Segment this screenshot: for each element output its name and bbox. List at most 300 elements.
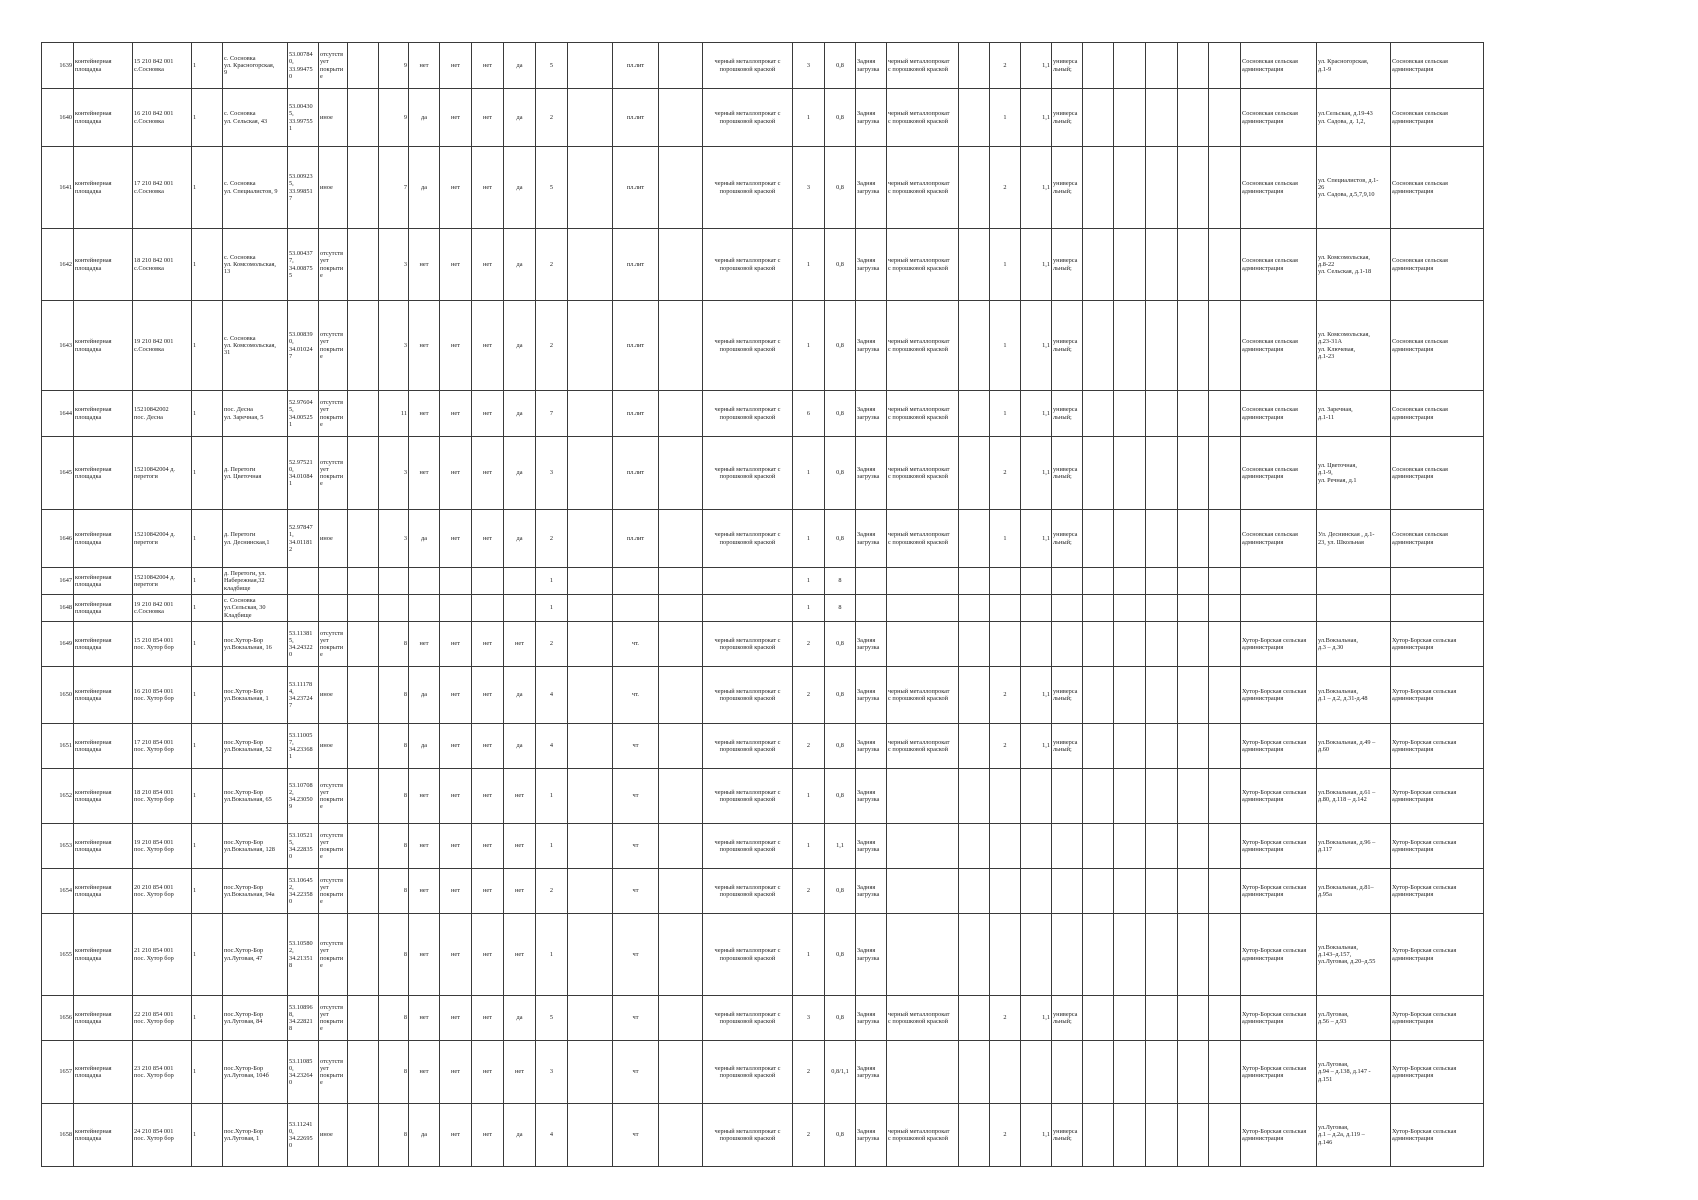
table-cell: 53.11178 4, 34.23724 7 [288, 667, 319, 724]
table-cell [959, 568, 990, 595]
table-cell: нет [472, 1041, 504, 1104]
table-cell: нет [440, 769, 472, 824]
table-cell: 8 [379, 869, 409, 914]
table-cell [959, 43, 990, 89]
table-cell: контейнерная площадка [74, 724, 133, 769]
table-cell: 0,8 [825, 229, 856, 301]
table-cell [1391, 568, 1484, 595]
table-cell: 1 [793, 229, 825, 301]
table-cell: отсутств ует покрыти е [319, 869, 348, 914]
table-cell [1052, 869, 1083, 914]
table-cell [1083, 568, 1114, 595]
table-cell [348, 229, 379, 301]
table-cell: черный металлопрокат с порошковой краской [703, 996, 793, 1041]
table-cell [1146, 391, 1178, 437]
table-cell [1114, 1041, 1146, 1104]
table-cell: отсутств ует покрыти е [319, 1041, 348, 1104]
table-cell: 8 [379, 724, 409, 769]
table-cell: нет [440, 724, 472, 769]
table-row [42, 229, 1484, 301]
table-cell: 8 [825, 568, 856, 595]
table-cell [472, 568, 504, 595]
table-cell [703, 595, 793, 622]
table-cell: Хутор-Борская сельская администрация [1241, 869, 1317, 914]
table-cell: контейнерная площадка [74, 667, 133, 724]
table-cell: Сосновская сельская администрация [1391, 147, 1484, 229]
table-cell: 1 [990, 391, 1021, 437]
table-cell: нет [472, 996, 504, 1041]
table-cell: 1,1 [1021, 667, 1052, 724]
table-cell: контейнерная площадка [74, 769, 133, 824]
table-cell [959, 667, 990, 724]
table-cell: Ул. Деснинская , д.1- 23, ул. Школьная [1317, 510, 1391, 568]
table-cell: Хутор-Борская сельская администрация [1391, 667, 1484, 724]
table-cell: 1648 [42, 595, 74, 622]
table-cell: контейнерная площадка [74, 147, 133, 229]
table-cell: 1 [192, 568, 223, 595]
table-cell: д. Перетоги, ул. Набережная,32 кладбище [223, 568, 288, 595]
table-cell [568, 89, 613, 147]
table-cell: ул. Комсомольская, д.8-22 ул. Сельская, д.1-18 [1317, 229, 1391, 301]
table-cell: 8 [379, 769, 409, 824]
table-cell [887, 568, 959, 595]
table-cell: 1 [192, 824, 223, 869]
table-cell: чт. [613, 622, 659, 667]
register-table [41, 42, 1484, 1167]
table-cell: 0,8 [825, 869, 856, 914]
table-cell [1083, 667, 1114, 724]
table-cell: чт [613, 769, 659, 824]
table-cell: да [504, 1104, 536, 1167]
table-cell [1083, 769, 1114, 824]
table-cell: 1653 [42, 824, 74, 869]
table-cell: 1,1 [1021, 391, 1052, 437]
table-cell [409, 595, 440, 622]
table-cell: нет [472, 147, 504, 229]
table-cell: Задняя загрузка [856, 622, 887, 667]
table-cell: чт [613, 1104, 659, 1167]
table-cell: нет [440, 1104, 472, 1167]
table-cell [990, 568, 1021, 595]
table-cell: пос.Хутор-Бор ул.Вокзальная, 94а [223, 869, 288, 914]
table-cell [959, 1104, 990, 1167]
table-cell [1209, 595, 1241, 622]
table-cell: пос.Хутор-Бор ул.Вокзальная, 16 [223, 622, 288, 667]
table-cell [348, 568, 379, 595]
table-cell [1083, 595, 1114, 622]
table-cell: нет [409, 301, 440, 391]
table-cell: нет [472, 622, 504, 667]
table-cell [959, 510, 990, 568]
table-cell: 1 [536, 824, 568, 869]
table-cell [1178, 724, 1209, 769]
table-cell: 7 [379, 147, 409, 229]
table-cell: 2 [536, 869, 568, 914]
table-cell [1146, 147, 1178, 229]
table-cell [1021, 869, 1052, 914]
table-cell [1146, 769, 1178, 824]
table-cell: 1 [536, 568, 568, 595]
table-cell: с. Сосновка ул. Комсомольская, 31 [223, 301, 288, 391]
table-cell: 15210842004 д. перетоги [133, 510, 192, 568]
table-cell: 1 [192, 89, 223, 147]
table-cell [1178, 595, 1209, 622]
table-cell: пл.лит [613, 510, 659, 568]
table-cell [659, 724, 703, 769]
table-cell: Хутор-Борская сельская администрация [1391, 622, 1484, 667]
table-cell: Хутор-Борская сельская администрация [1391, 869, 1484, 914]
table-body [42, 43, 1484, 1167]
table-cell: отсутств ует покрыти е [319, 229, 348, 301]
table-cell: 2 [536, 510, 568, 568]
table-cell: универса льный; [1052, 510, 1083, 568]
table-cell [1114, 667, 1146, 724]
table-cell: 2 [793, 622, 825, 667]
table-cell [959, 769, 990, 824]
table-cell: Хутор-Борская сельская администрация [1391, 914, 1484, 996]
table-cell: 0,8 [825, 301, 856, 391]
table-cell [1178, 622, 1209, 667]
table-cell: контейнерная площадка [74, 437, 133, 510]
table-cell [1146, 914, 1178, 996]
table-cell: Хутор-Борская сельская администрация [1391, 1041, 1484, 1104]
table-cell: черный металлопрокат с порошковой краской [887, 724, 959, 769]
table-cell: 53.11241 0, 34.22695 0 [288, 1104, 319, 1167]
table-cell: 4 [536, 724, 568, 769]
table-cell: чт. [613, 667, 659, 724]
table-cell: Задняя загрузка [856, 391, 887, 437]
table-cell [659, 869, 703, 914]
table-cell [659, 301, 703, 391]
table-cell [659, 89, 703, 147]
table-cell [1146, 568, 1178, 595]
table-cell: Задняя загрузка [856, 996, 887, 1041]
table-cell [659, 667, 703, 724]
table-cell: 1650 [42, 667, 74, 724]
table-cell [1146, 1041, 1178, 1104]
table-cell: Задняя загрузка [856, 43, 887, 89]
table-cell [348, 622, 379, 667]
table-cell: 8 [825, 595, 856, 622]
table-cell [568, 510, 613, 568]
table-cell: нет [440, 824, 472, 869]
table-cell: 1 [793, 769, 825, 824]
table-cell: с. Сосновка ул. Сельская, 43 [223, 89, 288, 147]
table-cell: 19 210 854 001 пос. Хутор бор [133, 824, 192, 869]
table-cell [1083, 510, 1114, 568]
table-cell: иное [319, 147, 348, 229]
table-cell: черный металлопрокат с порошковой краской [703, 1104, 793, 1167]
table-cell: 1 [793, 914, 825, 996]
table-cell [568, 147, 613, 229]
table-cell: отсутств ует покрыти е [319, 769, 348, 824]
table-cell: универса льный; [1052, 147, 1083, 229]
table-cell: 2 [990, 996, 1021, 1041]
table-cell: 1 [990, 89, 1021, 147]
table-cell [1391, 595, 1484, 622]
table-cell: универса льный; [1052, 996, 1083, 1041]
table-cell [659, 568, 703, 595]
table-cell [1083, 391, 1114, 437]
table-cell: пос.Хутор-Бор ул.Вокзальная, 1 [223, 667, 288, 724]
table-cell: да [504, 43, 536, 89]
table-cell [959, 89, 990, 147]
table-cell: 1 [192, 622, 223, 667]
table-cell: нет [440, 869, 472, 914]
table-cell: черный металлопрокат с порошковой краской [887, 301, 959, 391]
table-cell: чт [613, 914, 659, 996]
table-cell: Хутор-Борская сельская администрация [1241, 667, 1317, 724]
table-cell: черный металлопрокат с порошковой краской [887, 1104, 959, 1167]
table-cell [659, 229, 703, 301]
table-cell: 1 [192, 914, 223, 996]
table-cell: контейнерная площадка [74, 89, 133, 147]
table-cell: чт [613, 824, 659, 869]
table-cell: черный металлопрокат с порошковой краской [887, 229, 959, 301]
table-cell: 1646 [42, 510, 74, 568]
table-cell [1178, 89, 1209, 147]
table-cell [1114, 43, 1146, 89]
table-cell: 53.00784 0, 33.99475 0 [288, 43, 319, 89]
table-cell [990, 824, 1021, 869]
table-cell [659, 769, 703, 824]
table-cell: отсутств ует покрыти е [319, 43, 348, 89]
table-cell: черный металлопрокат с порошковой краской [887, 996, 959, 1041]
table-cell: черный металлопрокат с порошковой краской [703, 1041, 793, 1104]
table-cell: черный металлопрокат с порошковой краской [887, 147, 959, 229]
table-cell: 1 [536, 769, 568, 824]
table-cell: пос.Хутор-Бор ул.Вокзальная, 65 [223, 769, 288, 824]
table-cell [959, 622, 990, 667]
table-cell [990, 869, 1021, 914]
table-cell [1146, 301, 1178, 391]
table-cell: ул.Луговая, д.56 – д.93 [1317, 996, 1391, 1041]
table-cell: нет [472, 437, 504, 510]
table-row [42, 769, 1484, 824]
table-cell: Хутор-Борская сельская администрация [1241, 1104, 1317, 1167]
table-cell: 3 [536, 437, 568, 510]
table-cell [348, 667, 379, 724]
table-cell [659, 147, 703, 229]
table-cell: 1,1 [825, 824, 856, 869]
table-cell [1317, 595, 1391, 622]
table-cell [959, 1041, 990, 1104]
table-cell [1114, 996, 1146, 1041]
table-cell [1083, 437, 1114, 510]
table-cell [568, 622, 613, 667]
table-cell: универса льный; [1052, 43, 1083, 89]
table-cell: нет [440, 622, 472, 667]
table-cell [959, 437, 990, 510]
table-cell [1083, 914, 1114, 996]
table-cell [1146, 595, 1178, 622]
table-cell [887, 595, 959, 622]
table-cell: черный металлопрокат с порошковой краской [703, 667, 793, 724]
table-cell: с. Сосновка ул. Комсомольская, 13 [223, 229, 288, 301]
table-cell [440, 568, 472, 595]
table-cell [568, 824, 613, 869]
table-cell: нет [440, 667, 472, 724]
table-cell [959, 724, 990, 769]
table-cell: 1657 [42, 1041, 74, 1104]
table-cell: 5 [536, 147, 568, 229]
table-cell: 53.10708 2, 34.23050 9 [288, 769, 319, 824]
table-cell [409, 568, 440, 595]
table-cell [887, 869, 959, 914]
table-cell: ул. Цветочная, д.1-9, ул. Речная, д.1 [1317, 437, 1391, 510]
table-cell: отсутств ует покрыти е [319, 824, 348, 869]
table-cell [1052, 622, 1083, 667]
table-cell: Задняя загрузка [856, 89, 887, 147]
table-cell [613, 568, 659, 595]
table-cell: черный металлопрокат с порошковой краской [703, 437, 793, 510]
table-cell: 53.00923 5, 33.99851 7 [288, 147, 319, 229]
table-row [42, 510, 1484, 568]
table-cell [1178, 914, 1209, 996]
table-cell: Хутор-Борская сельская администрация [1241, 724, 1317, 769]
table-cell: 52.97847 1, 34.01181 2 [288, 510, 319, 568]
table-cell: да [504, 229, 536, 301]
table-cell: контейнерная площадка [74, 1104, 133, 1167]
table-cell: Хутор-Борская сельская администрация [1241, 996, 1317, 1041]
table-cell: иное [319, 510, 348, 568]
table-cell [348, 147, 379, 229]
table-cell: 1 [536, 914, 568, 996]
table-cell [1178, 510, 1209, 568]
table-cell: 1 [793, 595, 825, 622]
table-cell: универса льный; [1052, 724, 1083, 769]
table-cell: 2 [990, 1104, 1021, 1167]
table-cell: 21 210 854 001 пос. Хутор бор [133, 914, 192, 996]
table-cell: 3 [793, 996, 825, 1041]
table-cell: контейнерная площадка [74, 1041, 133, 1104]
table-cell: черный металлопрокат с порошковой краской [703, 869, 793, 914]
table-cell: да [504, 724, 536, 769]
table-cell [348, 89, 379, 147]
table-cell: 1 [793, 301, 825, 391]
table-cell: 2 [793, 1104, 825, 1167]
table-cell: 15210842004 д. перетоги [133, 437, 192, 510]
table-cell: Хутор-Борская сельская администрация [1241, 622, 1317, 667]
table-cell: контейнерная площадка [74, 914, 133, 996]
table-cell: 53.10645 2, 34.22358 0 [288, 869, 319, 914]
table-cell: 3 [793, 147, 825, 229]
table-cell: 2 [990, 43, 1021, 89]
table-cell [348, 301, 379, 391]
table-cell [288, 595, 319, 622]
table-cell: нет [504, 824, 536, 869]
table-cell: 1,1 [1021, 43, 1052, 89]
table-cell [887, 622, 959, 667]
table-cell: пос.Хутор-Бор ул.Луговая, 104б [223, 1041, 288, 1104]
table-cell: Задняя загрузка [856, 510, 887, 568]
table-cell: контейнерная площадка [74, 229, 133, 301]
table-cell: 6 [793, 391, 825, 437]
table-cell [613, 595, 659, 622]
table-cell [1178, 996, 1209, 1041]
table-cell [1052, 914, 1083, 996]
table-cell [959, 595, 990, 622]
table-cell [568, 301, 613, 391]
table-cell: Сосновская сельская администрация [1391, 229, 1484, 301]
table-cell: пос.Хутор-Бор ул.Вокзальная, 52 [223, 724, 288, 769]
table-cell: Задняя загрузка [856, 301, 887, 391]
table-cell [1083, 622, 1114, 667]
table-cell: нет [504, 869, 536, 914]
table-cell: ул.Вокзальная, д.3 – д.30 [1317, 622, 1391, 667]
table-cell [348, 824, 379, 869]
table-cell [1114, 437, 1146, 510]
table-cell: 15210842002 пос. Десна [133, 391, 192, 437]
table-cell: нет [472, 667, 504, 724]
table-cell: 53.00430 5, 33.99755 1 [288, 89, 319, 147]
table-cell: нет [440, 147, 472, 229]
table-cell: 9 [379, 43, 409, 89]
table-cell [1209, 568, 1241, 595]
table-cell [568, 391, 613, 437]
table-cell: нет [440, 43, 472, 89]
table-cell: нет [472, 914, 504, 996]
table-row [42, 595, 1484, 622]
table-cell: нет [440, 437, 472, 510]
table-cell: 1 [990, 301, 1021, 391]
table-cell [1052, 824, 1083, 869]
table-cell: 1652 [42, 769, 74, 824]
table-cell: иное [319, 667, 348, 724]
table-cell: черный металлопрокат с порошковой краской [703, 391, 793, 437]
table-cell: 1,1 [1021, 229, 1052, 301]
table-cell: да [409, 1104, 440, 1167]
table-cell: Сосновская сельская администрация [1391, 437, 1484, 510]
table-cell: контейнерная площадка [74, 43, 133, 89]
table-cell: 0,8 [825, 667, 856, 724]
table-cell: пл.лит [613, 437, 659, 510]
table-cell: 2 [536, 301, 568, 391]
table-cell [379, 595, 409, 622]
table-cell [990, 914, 1021, 996]
table-row [42, 996, 1484, 1041]
table-cell: пос.Хутор-Бор ул.Луговая, 47 [223, 914, 288, 996]
table-cell: Задняя загрузка [856, 824, 887, 869]
table-cell [1209, 229, 1241, 301]
table-cell: черный металлопрокат с порошковой краской [703, 622, 793, 667]
table-cell [1241, 568, 1317, 595]
table-row [42, 1104, 1484, 1167]
table-cell [348, 724, 379, 769]
table-cell [1209, 869, 1241, 914]
table-cell: отсутств ует покрыти е [319, 996, 348, 1041]
table-cell: отсутств ует покрыти е [319, 622, 348, 667]
table-cell [990, 769, 1021, 824]
table-cell: универса льный; [1052, 229, 1083, 301]
table-cell: Хутор-Борская сельская администрация [1391, 769, 1484, 824]
table-cell: контейнерная площадка [74, 824, 133, 869]
table-cell: 1 [990, 229, 1021, 301]
table-cell: д. Перетоги ул. Деснинская,1 [223, 510, 288, 568]
table-cell: 1 [192, 724, 223, 769]
table-cell: черный металлопрокат с порошковой краской [703, 301, 793, 391]
table-cell: контейнерная площадка [74, 301, 133, 391]
table-cell: 1,1 [1021, 147, 1052, 229]
table-cell: 1 [192, 869, 223, 914]
table-cell [1146, 667, 1178, 724]
table-row [42, 824, 1484, 869]
table-cell: 20 210 854 001 пос. Хутор бор [133, 869, 192, 914]
table-cell: пл.лит [613, 43, 659, 89]
table-cell: Задняя загрузка [856, 914, 887, 996]
table-cell: 1 [793, 824, 825, 869]
table-cell [1209, 622, 1241, 667]
